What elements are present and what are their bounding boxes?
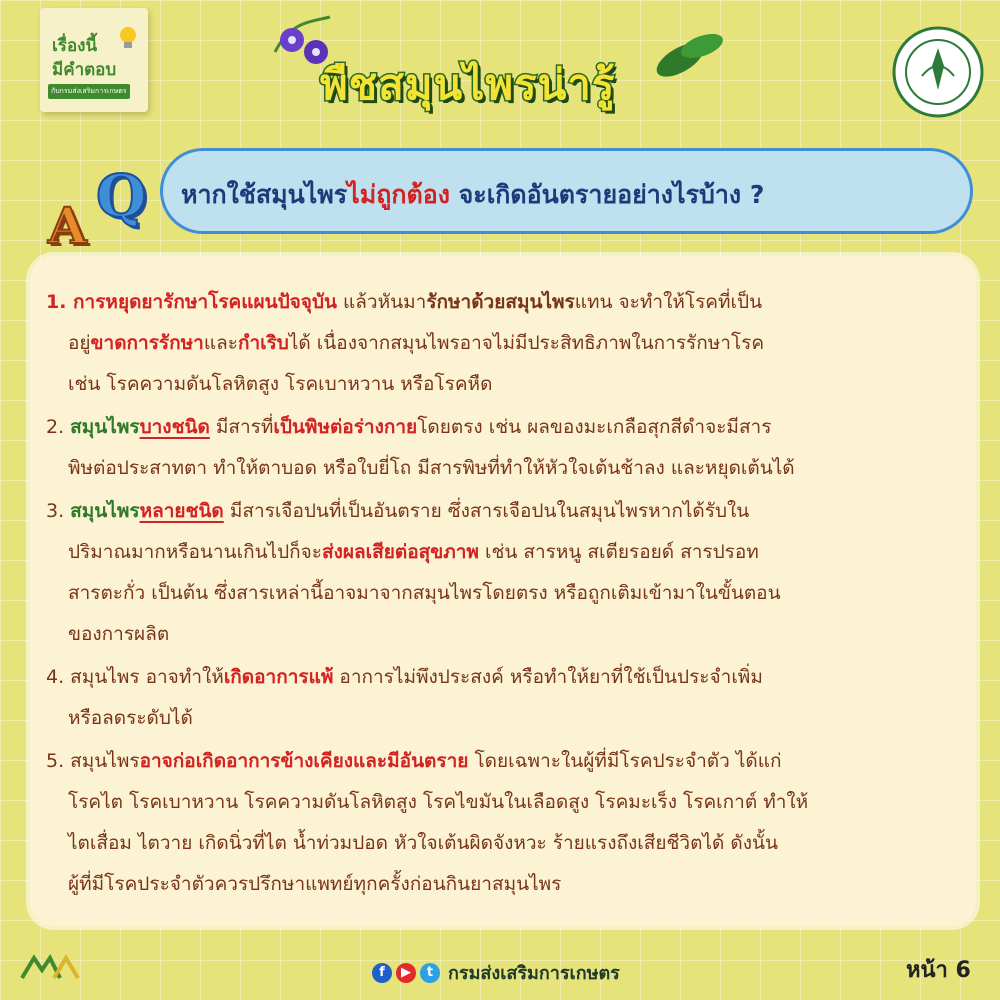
answer-segment: 2. [46, 416, 71, 438]
answer-segment: ได้ เนื่องจากสมุนไพรอาจไม่มีประสิทธิภาพในการรักษาโรค [288, 332, 765, 354]
page-number: หน้า 6 [906, 958, 971, 983]
answer-item [46, 282, 972, 405]
answer-segment: สารตะกั่ว เป็นต้น ซึ่งสารเหล่านี้อาจมาจากสมุนไพรโดยตรง หรือถูกเติมเข้ามาในขั้นตอน [68, 582, 781, 604]
answer-segment: อยู่ [68, 332, 91, 354]
answer-item [46, 407, 972, 489]
answer-line [46, 448, 972, 489]
answer-segment: ส่งผลเสียต่อสุขภาพ [322, 541, 479, 563]
question-box [160, 148, 973, 234]
answer-segment: 4. สมุนไพร อาจทำให้ [46, 666, 224, 688]
badge-line-2: มีคำตอบ [52, 60, 117, 80]
answer-item [46, 491, 972, 655]
question-before: หากใช้สมุนไพร [181, 180, 348, 209]
answer-line [46, 532, 972, 573]
answer-line [46, 323, 972, 364]
answer-line [46, 573, 972, 614]
question-highlight: ไม่ถูกต้อง [347, 180, 450, 209]
answer-segment: หรือลดระดับได้ [68, 707, 193, 729]
answer-segment: ของการผลิต [68, 623, 170, 645]
answer-segment: 5. สมุนไพร [46, 750, 140, 772]
badge-line-1: เรื่องนี้ [52, 36, 98, 56]
answer-segment: สมุนไพร [70, 416, 140, 438]
answer-line [46, 282, 972, 323]
answer-segment: และ [203, 332, 238, 354]
leaves-icon [650, 20, 730, 90]
a-letter: A [48, 196, 87, 255]
answer-line [46, 782, 972, 823]
social-bar [372, 958, 620, 984]
answer-line [46, 657, 972, 698]
answer-line [46, 698, 972, 739]
partner-logo-icon [20, 952, 90, 980]
page-title: พืชสมุนไพรน่ารู้ [320, 60, 616, 109]
answer-card [30, 256, 976, 926]
answer-segment: หลายชนิด [139, 500, 224, 522]
answer-line [46, 364, 972, 405]
answer-line [46, 407, 972, 448]
answer-segment: 3. [46, 500, 71, 522]
answer-segment: 1. การหยุดยารักษาโรคแผนปัจจุบัน [46, 291, 337, 313]
question-after: จะเกิดอันตรายอย่างไรบ้าง ? [449, 180, 765, 209]
answer-segment: โดยเฉพาะในผู้ที่มีโรคประจำตัว ได้แก่ [468, 750, 782, 772]
answer-segment: สมุนไพร [70, 500, 140, 522]
facebook-icon[interactable]: f [372, 963, 392, 983]
brand-badge [40, 8, 148, 112]
twitter-icon[interactable]: t [420, 963, 440, 983]
question-text [181, 175, 764, 215]
answer-segment: แทน จะทำให้โรคที่เป็น [574, 291, 763, 313]
youtube-icon[interactable]: ▶ [396, 963, 416, 983]
answer-segment: โรคไต โรคเบาหวาน โรคความดันโลหิตสูง โรคไขมันในเลือดสูง โรคมะเร็ง โรคเกาต์ ทำให้ [68, 791, 809, 813]
answer-segment: อาการไม่พึงประสงค์ หรือทำให้ยาที่ใช้เป็นประจำเพิ่ม [333, 666, 763, 688]
answer-line [46, 614, 972, 655]
lightbulb-icon [118, 26, 138, 52]
title-area [300, 30, 720, 120]
answer-segment: เป็นพิษต่อร่างกาย [273, 416, 418, 438]
answer-line [46, 491, 972, 532]
answer-segment: พิษต่อประสาทตา ทำให้ตาบอด หรือใบยี่โถ มีสารพิษที่ทำให้หัวใจเต้นช้าลง และหยุดเต้นได้ [68, 457, 795, 479]
answer-segment: เช่น สารหนู สเตียรอยด์ สารปรอท [478, 541, 759, 563]
answer-item [46, 657, 972, 739]
answer-segment: มีสารเจือปนที่เป็นอันตราย ซึ่งสารเจือปนในสมุนไพรหากได้รับใน [223, 500, 750, 522]
answer-segment: ปริมาณมากหรือนานเกินไปก็จะ [68, 541, 323, 563]
answer-item [46, 741, 972, 905]
answer-segment: ผู้ที่มีโรคประจำตัวควรปรึกษาแพทย์ทุกครั้งก่อนกินยาสมุนไพร [68, 873, 562, 895]
answer-segment: รักษาด้วยสมุนไพร [426, 291, 575, 313]
badge-line-3: กับกรมส่งเสริมการเกษตร [48, 84, 130, 99]
organization-name: กรมส่งเสริมการเกษตร [448, 963, 620, 984]
answer-segment: กำเริบ [237, 332, 289, 354]
answer-segment: เช่น โรคความดันโลหิตสูง โรคเบาหวาน หรือโรคหืด [68, 373, 493, 395]
answer-segment: แล้วหันมา [337, 291, 427, 313]
answer-segment: เกิดอาการแพ้ [223, 666, 334, 688]
answer-line [46, 864, 972, 905]
answer-segment: บางชนิด [139, 416, 210, 438]
answer-line [46, 823, 972, 864]
answer-segment: มีสารที่ [209, 416, 274, 438]
answer-segment: อาจก่อเกิดอาการข้างเคียงและมีอันตราย [139, 750, 469, 772]
department-seal-icon [892, 26, 984, 118]
q-letter: Q [96, 162, 147, 230]
answer-segment: โดยตรง เช่น ผลของมะเกลือสุกสีดำจะมีสาร [417, 416, 772, 438]
answer-segment: ไตเสื่อม ไตวาย เกิดนิ่วที่ไต น้ำท่วมปอด หัวใจเต้นผิดจังหวะ ร้ายแรงถึงเสียชีวิตได้ ดังนั้น [68, 832, 778, 854]
answer-segment: ขาดการรักษา [90, 332, 204, 354]
answer-line [46, 741, 972, 782]
answer-list [46, 282, 972, 907]
